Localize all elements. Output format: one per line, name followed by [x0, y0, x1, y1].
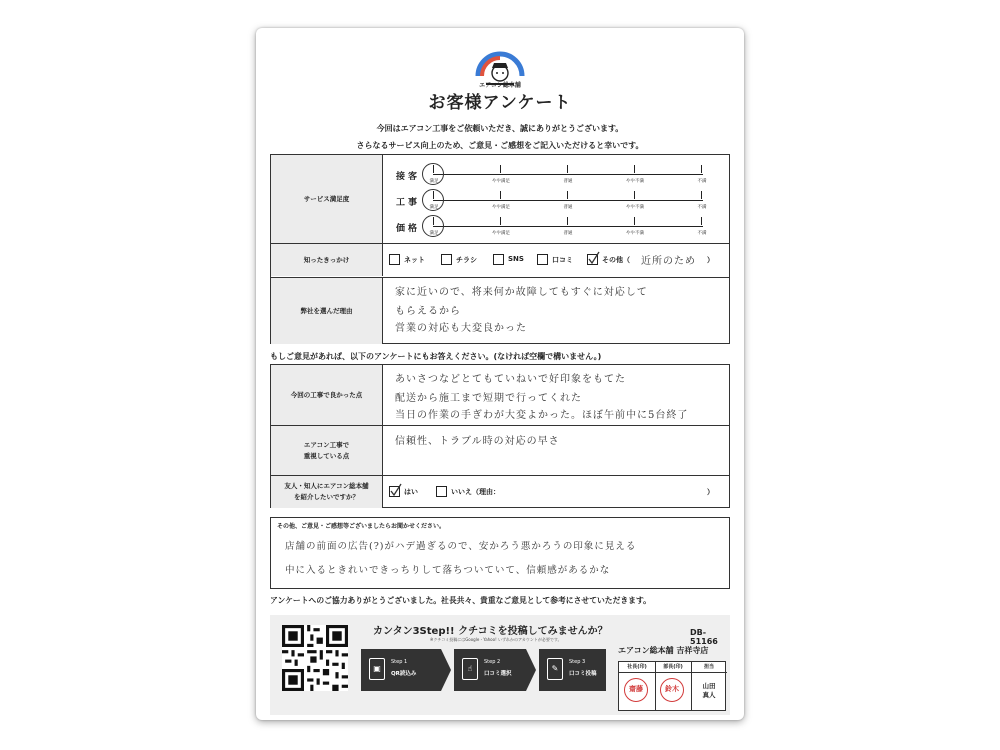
scale-label: やや満足: [492, 231, 510, 236]
scale-label: 普通: [563, 179, 573, 184]
checkbox-sns[interactable]: [493, 254, 504, 265]
option-label: その他（: [602, 256, 630, 264]
scale-tick: [500, 165, 501, 173]
scale-label: やや不満: [626, 231, 644, 236]
scale-tick: [634, 217, 635, 225]
phone-icon: ▣: [369, 658, 385, 680]
approval-header: 部長(印): [655, 662, 691, 673]
scale-label: 普通: [563, 205, 573, 210]
promo-headline: カンタン3Step!! クチコミを投稿してみませんか？: [373, 626, 608, 637]
check-mark-icon: [587, 251, 601, 265]
option-label: 口コミ: [552, 256, 573, 264]
rating-scale-line: [433, 174, 703, 175]
president-stamp: 齋藤: [624, 678, 648, 702]
intro-text: [256, 120, 744, 154]
option-label: SNS: [508, 255, 524, 263]
reason-row: [271, 277, 729, 343]
other-comments-line: 中に入るときれいできっちりして落ちついていて、信頼感があるかな: [285, 565, 611, 576]
scale-tick: [567, 165, 568, 173]
arrow-icon: [526, 649, 536, 691]
staff-name-line: 山田: [702, 682, 716, 690]
step-text: 口コミ選択: [484, 671, 512, 677]
step-3: [539, 649, 606, 691]
scale-label: 普通: [563, 231, 573, 236]
thanks-text: アンケートへのご協力ありがとうございました。社長共々、貴重なご意見として参考にさせていただきます。: [270, 596, 651, 605]
store-name: エアコン総本舗 吉祥寺店: [618, 646, 709, 655]
other-comments-label: その他、ご意見・ご感想等ございましたらお聞かせください。: [277, 523, 446, 530]
checkbox-other[interactable]: [587, 254, 598, 265]
satisfaction-item-name: 工事: [396, 198, 421, 208]
promo-note: ※クチコミ投稿にはGoogle・Yahoo! いずれかのアカウントが必要です。: [430, 637, 562, 642]
scale-label: やや不満: [626, 205, 644, 210]
option-label: チラシ: [456, 256, 477, 264]
scale-label: 満足: [429, 205, 439, 210]
referral-label-line: を紹介したいですか？: [294, 493, 359, 501]
rating-scale-line: [433, 200, 703, 201]
scale-label: 満足: [429, 179, 439, 184]
scale-label: 不満: [697, 231, 707, 236]
reason-label: 弊社を選んだ理由: [271, 278, 383, 344]
priority-label-line: エアコン工事で: [303, 440, 350, 449]
secondary-intro: もしご意見があれば、以下のアンケートにもお答えください。(なければ空欄で構いません。): [270, 352, 602, 361]
scale-label: やや満足: [492, 205, 510, 210]
intro-line-1: 今回はエアコン工事をご依頼いただき、誠にありがとうございます。: [376, 124, 624, 133]
tap-icon: ☝: [462, 658, 478, 680]
priority-line: 信頼性、トラブル時の対応の早さ: [395, 436, 560, 447]
approval-header: 社長(印): [619, 662, 655, 673]
staff-name-line: 真人: [702, 691, 716, 699]
priority-label: [271, 426, 383, 475]
reason-line: 営業の対応も大変良かった: [395, 323, 527, 334]
survey-table-bottom: [270, 364, 730, 508]
scale-label: 不満: [697, 179, 707, 184]
other-handwritten: 近所のため: [641, 256, 696, 267]
referral-label-line: 友人・知人にエアコン総本舗: [284, 482, 369, 490]
step-2: [454, 649, 526, 691]
other-comments-line: 店舗の前面の広告(?)がハデ過ぎるので、安かろう悪かろうの印象に見える: [285, 541, 637, 552]
steps-strip: [361, 649, 606, 691]
other-comments-box: [270, 517, 730, 589]
scale-label: やや満足: [492, 179, 510, 184]
option-label: ネット: [404, 256, 425, 264]
scale-tick: [567, 217, 568, 225]
brand-logo-text: エアコン総本舗: [479, 82, 521, 89]
manager-stamp: 鈴木: [660, 678, 684, 702]
approval-box: [618, 661, 726, 711]
checkbox-word-of-mouth[interactable]: [537, 254, 548, 265]
checkbox-flyer[interactable]: [441, 254, 452, 265]
intro-line-2: さらなるサービス向上のため、ご意見・ご感想をご記入いただけると幸いです。: [356, 141, 644, 150]
scale-tick: [634, 165, 635, 173]
good-points-line: 配送から施工まで短期で行ってくれた: [395, 393, 582, 404]
scale-tick: [500, 217, 501, 225]
close-paren: ）: [707, 488, 714, 496]
scale-label: 満足: [429, 231, 439, 236]
rating-scale-line: [433, 226, 703, 227]
reason-line: 家に近いので、将来何か故障してもすぐに対応して: [395, 287, 648, 298]
no-label: いいえ（理由：: [451, 488, 500, 496]
chat-icon: ✎: [547, 658, 563, 680]
checkbox-yes[interactable]: [389, 486, 400, 497]
step-text: QR読込み: [391, 671, 417, 677]
step-1: [361, 649, 441, 691]
arrow-icon: [441, 649, 451, 691]
scale-tick: [701, 165, 702, 173]
scale-tick: [701, 191, 702, 199]
how-heard-label: 知ったきっかけ: [271, 244, 383, 276]
scale-tick: [634, 191, 635, 199]
page-title: お客様アンケート: [428, 93, 572, 113]
step-number: Step 2: [484, 659, 501, 665]
step-number: Step 3: [569, 659, 586, 665]
step-number: Step 1: [391, 659, 408, 665]
scale-label: 不満: [697, 205, 707, 210]
scale-tick: [567, 191, 568, 199]
document-code: DB-51166: [690, 628, 718, 646]
survey-table-top: [270, 154, 730, 344]
referral-label: [271, 476, 383, 508]
reason-line: もらえるから: [395, 306, 461, 317]
satisfaction-item-name: 接客: [396, 172, 421, 182]
how-heard-row: [271, 243, 729, 277]
close-paren: ）: [707, 256, 714, 264]
checkbox-no[interactable]: [436, 486, 447, 497]
priority-row: [271, 425, 729, 475]
divider: [655, 662, 656, 710]
qr-code-icon[interactable]: [282, 625, 348, 691]
scale-label: やや不満: [626, 179, 644, 184]
referral-row: [271, 475, 729, 509]
good-points-line: 当日の作業の手ぎわが大変よかった。ほぼ午前中に5台終了: [395, 410, 689, 421]
review-promo-panel: [270, 615, 730, 715]
satisfaction-label: サービス満足度: [271, 155, 383, 243]
yes-label: はい: [404, 488, 418, 496]
checkbox-net[interactable]: [389, 254, 400, 265]
step-text: 口コミ投稿: [569, 671, 597, 677]
good-points-label: 今回の工事で良かった点: [271, 365, 383, 425]
good-points-line: あいさつなどとてもていねいで好印象をもてた: [395, 374, 626, 385]
scale-tick: [701, 217, 702, 225]
survey-sheet: [256, 28, 744, 720]
approval-header: 担当: [691, 662, 727, 673]
scale-tick: [500, 191, 501, 199]
check-mark-icon: [389, 483, 403, 497]
satisfaction-item-name: 価格: [396, 224, 421, 234]
priority-label-line: 重視している点: [303, 451, 350, 460]
